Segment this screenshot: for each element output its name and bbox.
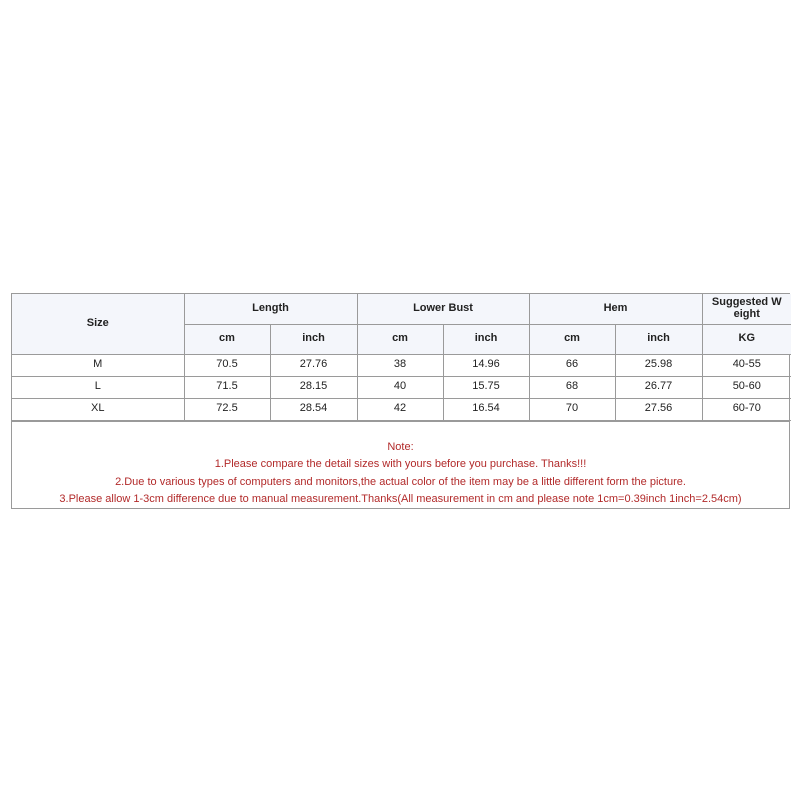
note-line: 1.Please compare the detail sizes with yours before you purchase. Thanks!!! bbox=[214, 458, 587, 470]
table-row bbox=[12, 354, 791, 376]
cell-bust-cm: 38 bbox=[357, 354, 443, 376]
note-line: 2.Due to various types of computers and monitors,the actual color of the item may be a little different form the picture. bbox=[115, 475, 686, 488]
cell-size: L bbox=[12, 376, 184, 398]
cell-bust-inch: 16.54 bbox=[443, 398, 529, 420]
size-table bbox=[12, 294, 791, 421]
cell-bust-cm: 40 bbox=[357, 376, 443, 398]
cell-bust-cm: 42 bbox=[357, 398, 443, 420]
cell-hem-inch: 27.56 bbox=[615, 398, 702, 420]
header-size: Size bbox=[12, 294, 184, 354]
notes-section bbox=[12, 421, 789, 509]
unit-bust-inch: inch bbox=[443, 324, 529, 354]
cell-hem-cm: 66 bbox=[529, 354, 615, 376]
header-length: Length bbox=[184, 294, 357, 324]
header-suggested-weight: Suggested W eight bbox=[702, 294, 791, 324]
cell-hem-cm: 68 bbox=[529, 376, 615, 398]
cell-weight: 40-55 bbox=[702, 354, 791, 376]
cell-length-cm: 70.5 bbox=[184, 354, 270, 376]
cell-size: M bbox=[12, 354, 184, 376]
cell-hem-inch: 26.77 bbox=[615, 376, 702, 398]
unit-hem-cm: cm bbox=[529, 324, 615, 354]
unit-weight-kg: KG bbox=[702, 324, 791, 354]
header-hem: Hem bbox=[529, 294, 702, 324]
size-chart bbox=[11, 293, 790, 509]
unit-length-cm: cm bbox=[184, 324, 270, 354]
notes-title: Note: bbox=[387, 440, 414, 453]
cell-weight: 60-70 bbox=[702, 398, 791, 420]
table-row bbox=[12, 398, 791, 420]
cell-length-cm: 71.5 bbox=[184, 376, 270, 398]
cell-weight: 50-60 bbox=[702, 376, 791, 398]
cell-hem-inch: 25.98 bbox=[615, 354, 702, 376]
unit-length-inch: inch bbox=[270, 324, 357, 354]
cell-length-cm: 72.5 bbox=[184, 398, 270, 420]
header-lower-bust: Lower Bust bbox=[357, 294, 529, 324]
unit-bust-cm: cm bbox=[357, 324, 443, 354]
table-row bbox=[12, 376, 791, 398]
cell-bust-inch: 15.75 bbox=[443, 376, 529, 398]
cell-hem-cm: 70 bbox=[529, 398, 615, 420]
cell-bust-inch: 14.96 bbox=[443, 354, 529, 376]
unit-hem-inch: inch bbox=[615, 324, 702, 354]
cell-length-inch: 27.76 bbox=[270, 354, 357, 376]
cell-length-inch: 28.54 bbox=[270, 398, 357, 420]
cell-length-inch: 28.15 bbox=[270, 376, 357, 398]
note-line: 3.Please allow 1-3cm difference due to manual measurement.Thanks(All measurement in cm and please note 1cm=0.39inch 1inch=2.54cm) bbox=[59, 493, 742, 505]
cell-size: XL bbox=[12, 398, 184, 420]
